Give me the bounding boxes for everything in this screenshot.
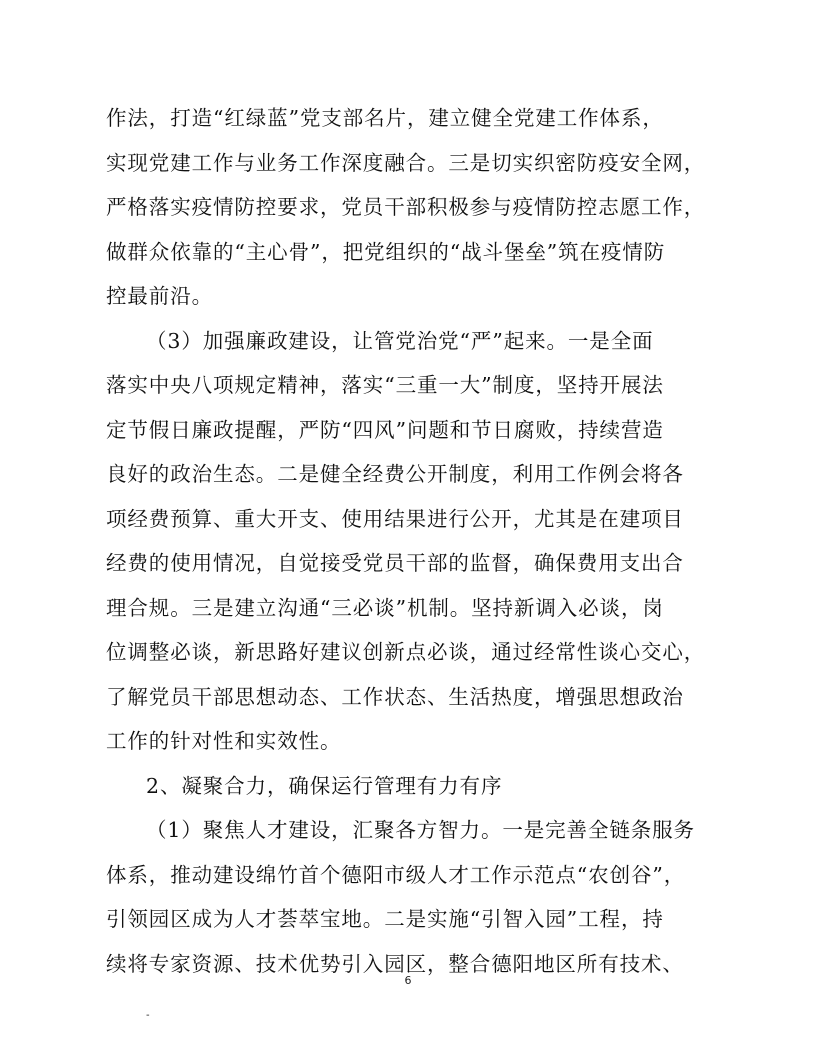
text-line: 定节假日廉政提醒，严防“四风”问题和节日腐败，持续营造 bbox=[106, 417, 664, 442]
text-line: （3）加强廉政建设，让管党治党“严”起来。一是全面 bbox=[146, 328, 654, 353]
text-line: 了解党员干部思想动态、工作状态、生活热度，增强思想政治 bbox=[106, 684, 684, 709]
section-heading: 2、凝聚合力，确保运行管理有力有序 bbox=[146, 773, 503, 798]
text-line: 工作的针对性和实效性。 bbox=[106, 729, 342, 753]
text-line: 控最前沿。 bbox=[106, 284, 213, 308]
footer-mark: - bbox=[146, 1010, 150, 1021]
text-line: 严格落实疫情防控要求，党员干部积极参与疫情防控志愿工作， bbox=[106, 195, 706, 219]
text-line: 实现党建工作与业务工作深度融合。三是切实织密防疫安全网， bbox=[106, 150, 706, 175]
text-line: （1）聚焦人才建设，汇聚各方智力。一是完善全链条服务 bbox=[146, 818, 695, 842]
text-line: 经费的使用情况，自觉接受党员干部的监督，确保费用支出合 bbox=[106, 551, 684, 575]
page-number: 6 bbox=[404, 974, 412, 987]
text-line: 理合规。三是建立沟通“三必谈”机制。坚持新调入必谈，岗 bbox=[106, 595, 664, 620]
text-line: 体系，推动建设绵竹首个德阳市级人才工作示范点“农创谷”， bbox=[106, 862, 686, 887]
text-line: 良好的政治生态。二是健全经费公开制度，利用工作例会将各 bbox=[106, 462, 684, 486]
text-line: 项经费预算、重大开支、使用结果进行公开，尤其是在建项目 bbox=[106, 506, 684, 531]
text-line: 做群众依靠的“主心骨”，把党组织的“战斗堡垒”筑在疫情防 bbox=[106, 239, 666, 264]
text-line: 续将专家资源、技术优势引入园区，整合德阳地区所有技术、 bbox=[106, 951, 684, 976]
text-line: 落实中央八项规定精神，落实“三重一大”制度，坚持开展法 bbox=[106, 373, 664, 397]
text-line: 位调整必谈，新思路好建议创新点必谈，通过经常性谈心交心， bbox=[106, 640, 706, 664]
text-line: 作法，打造“红绿蓝”党支部名片，建立健全党建工作体系， bbox=[106, 106, 664, 130]
text-line: 引领园区成为人才荟萃宝地。二是实施“引智入园”工程，持 bbox=[106, 907, 664, 931]
